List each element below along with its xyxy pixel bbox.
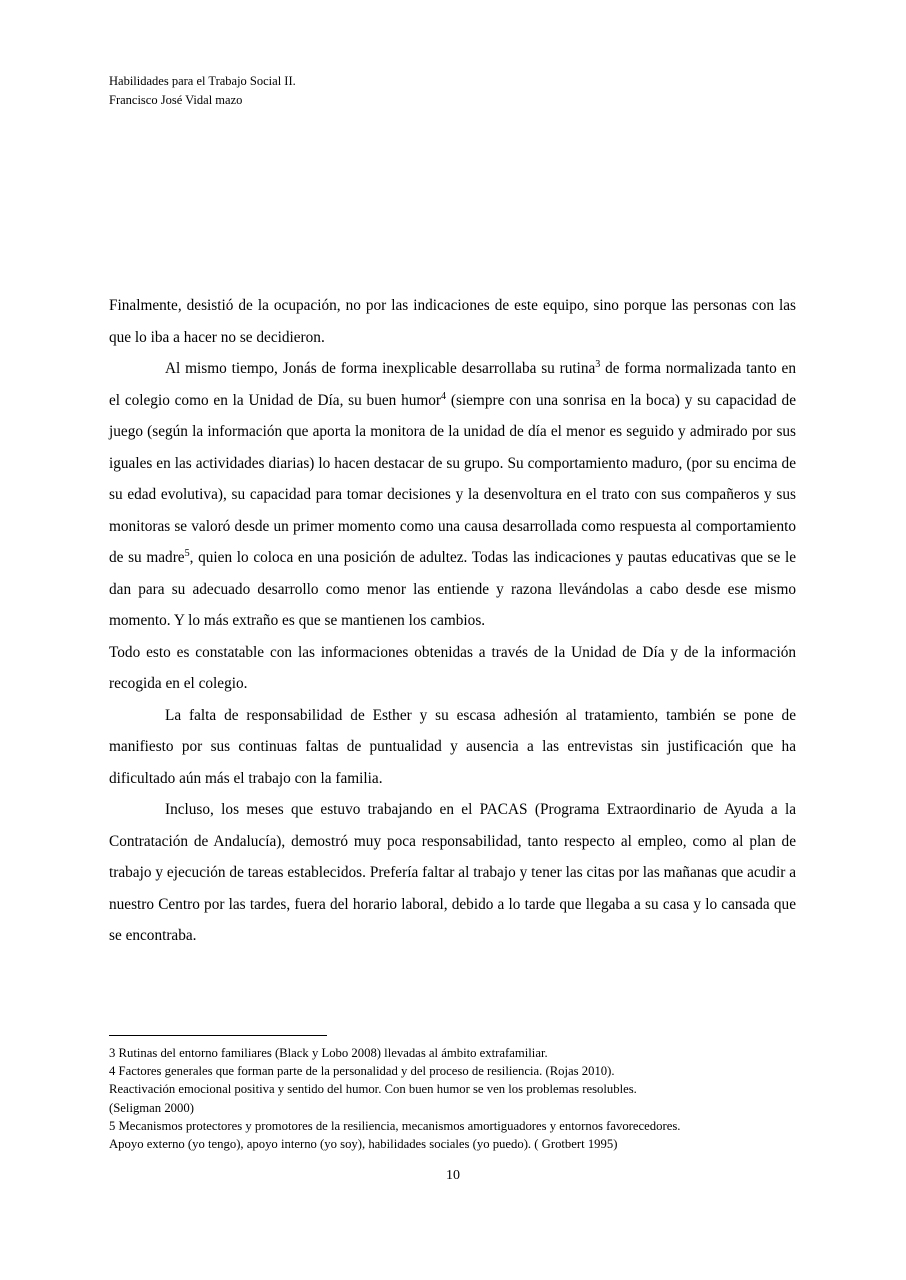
header-author-line: Francisco José Vidal mazo bbox=[109, 93, 243, 107]
header-title-line: Habilidades para el Trabajo Social II. bbox=[109, 74, 296, 88]
paragraph-2-part-b: de forma normalizada tanto en el colegio como en la Unidad de Día, su buen humor bbox=[109, 360, 796, 409]
page-number: 10 bbox=[446, 1168, 460, 1183]
footnote-ref-3: 3 bbox=[595, 358, 601, 370]
paragraph-3: Todo esto es constatable con las informaciones obtenidas a través de la Unidad de Día y de la información recogida en el colegio. bbox=[109, 643, 796, 692]
footnote-5-line-1: 5 Mecanismos protectores y promotores de la resiliencia, mecanismos amortiguadores y entornos favorecedores. bbox=[109, 1118, 681, 1133]
footnote-4-line-3: (Seligman 2000) bbox=[109, 1100, 194, 1115]
paragraph-1: Finalmente, desistió de la ocupación, no por las indicaciones de este equipo, sino porque las personas con las que lo iba a hacer no se decidieron. bbox=[109, 297, 796, 346]
page-header bbox=[109, 72, 809, 110]
paragraph-2 bbox=[109, 353, 796, 637]
footnote-area bbox=[109, 1044, 809, 1153]
footnote-separator bbox=[109, 1035, 327, 1036]
paragraph-5: Incluso, los meses que estuvo trabajando en el PACAS (Programa Extraordinario de Ayuda a la Contratación de Andalucía), demostró muy poca responsabilidad, tanto respecto al empleo, como al plan de trabajo y ejecución de tareas establecidos. Prefería faltar al trabajo y tener las citas por las mañanas que acudir a nuestro Centro por las tardes, fuera del horario laboral, debido a lo tarde que llegaba a su casa y lo cansada que se encontraba. bbox=[109, 801, 796, 944]
footnote-5-line-2: Apoyo externo (yo tengo), apoyo interno (yo soy), habilidades sociales (yo puedo). ( Grotbert 1995) bbox=[109, 1137, 618, 1152]
footnote-4-line-1: 4 Factores generales que forman parte de la personalidad y del proceso de resiliencia. (Rojas 2010). bbox=[109, 1064, 615, 1079]
paragraph-4: La falta de responsabilidad de Esther y su escasa adhesión al tratamiento, también se pone de manifiesto por sus continuas faltas de puntualidad y ausencia a las entrevistas sin justificación que ha dificultado aún más el trabajo con la familia. bbox=[109, 706, 796, 787]
paragraph-2-part-d: , quien lo coloca en una posición de adultez. Todas las indicaciones y pautas educativas que se le dan para su adecuado desarrollo como menor las entiende y razona llevándolas a cabo desde ese mismo momento. Y lo más extraño es que se mantienen los cambios. bbox=[109, 549, 796, 629]
footnote-4-line-2: Reactivación emocional positiva y sentido del humor. Con buen humor se ven los problemas resolubles. bbox=[109, 1082, 637, 1097]
footnote-ref-4: 4 bbox=[441, 390, 447, 402]
paragraph-2-part-c: (siempre con una sonrisa en la boca) y su capacidad de juego (según la información que aporta la monitora de la unidad de día el menor es seguido y admirado por sus iguales en las actividades diarias) lo hacen destacar de su grupo. Su comportamiento maduro, (por su encima de su edad evolutiva), su capacidad para tomar decisiones y la desenvoltura en el trato con sus compañeros y sus monitoras se valoró desde un primer momento como una causa desarrollada como respuesta al comportamiento de su madre bbox=[109, 391, 796, 566]
footnote-ref-5: 5 bbox=[184, 547, 190, 559]
paragraph-2-part-a: Al mismo tiempo, Jonás de forma inexplicable desarrollaba su rutina bbox=[165, 360, 596, 377]
footnote-3: 3 Rutinas del entorno familiares (Black y Lobo 2008) llevadas al ámbito extrafamiliar. bbox=[109, 1046, 548, 1060]
document-body bbox=[109, 290, 796, 952]
